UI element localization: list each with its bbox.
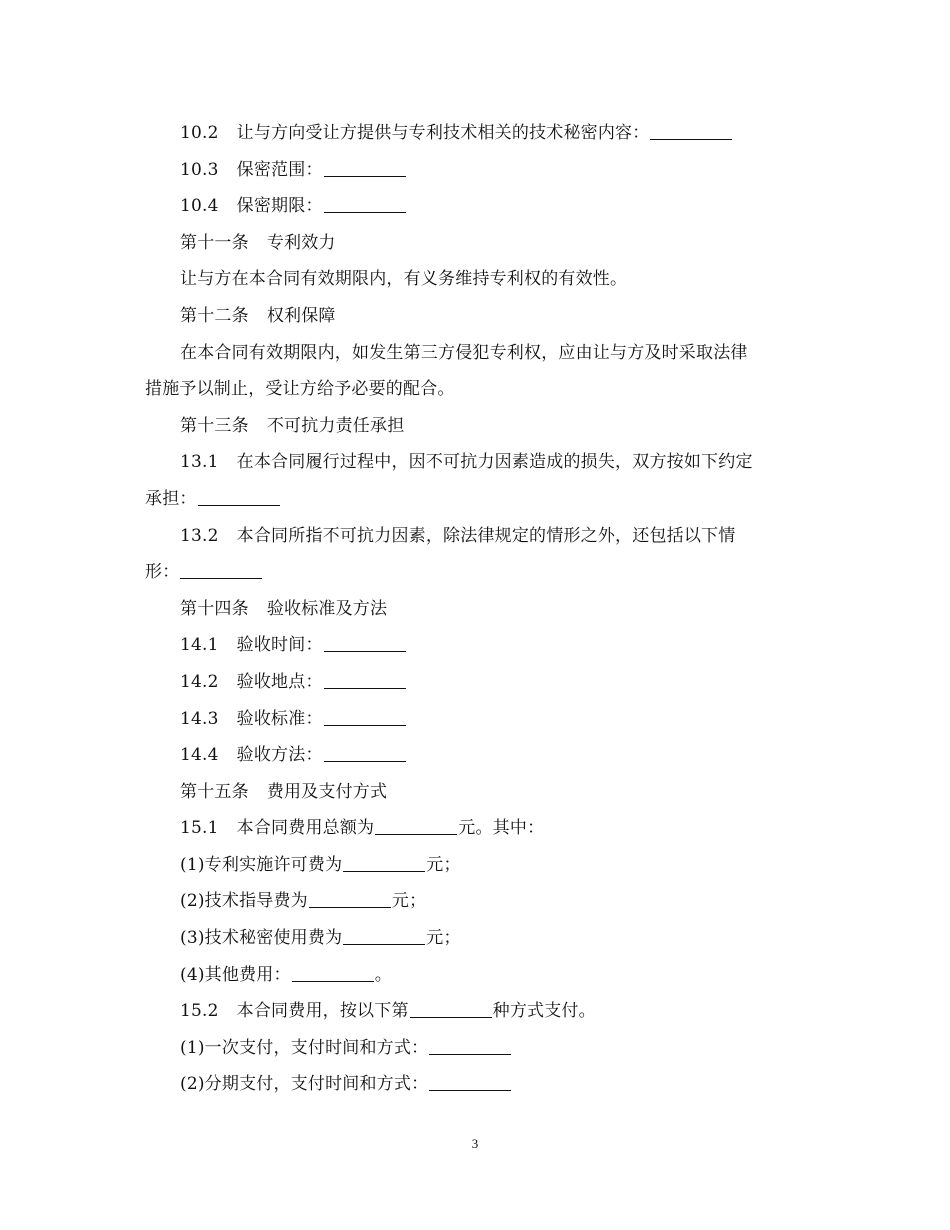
fill-in-blank[interactable]: [324, 634, 406, 652]
clause-text: 保密期限：: [236, 196, 323, 217]
fill-in-blank[interactable]: [324, 708, 406, 726]
clause-number: 第十三条: [180, 415, 249, 436]
clause-number: 第十五条: [180, 781, 249, 802]
clause-text: 本合同费用总额为: [236, 818, 375, 839]
clause-text: 费用及支付方式: [266, 781, 388, 802]
clause-number: 14.2: [180, 671, 219, 692]
clause-text: 在本合同履行过程中，因不可抗力因素造成的损失，双方按如下约定: [236, 452, 753, 473]
clause-number: 14.3: [180, 708, 219, 729]
document-line: [145, 261, 810, 298]
document-line: [145, 627, 810, 664]
fill-in-blank[interactable]: [650, 122, 732, 140]
clause-text: 本合同费用，按以下第: [236, 1001, 409, 1022]
document-line: [145, 737, 810, 774]
clause-text: 保密范围：: [236, 159, 323, 180]
clause-text: 验收标准及方法: [266, 598, 388, 619]
document-line: [145, 371, 810, 408]
page-number: 3: [471, 1136, 479, 1151]
fill-in-blank[interactable]: [324, 671, 406, 689]
clause-text: (2)技术指导费为: [180, 891, 308, 912]
clause-text-suffix: 种方式支付。: [492, 1001, 596, 1022]
clause-number: 10.2: [180, 123, 219, 143]
clause-number: 第十一条: [180, 232, 249, 253]
fill-in-blank[interactable]: [198, 488, 280, 506]
paragraph-text: 在本合同有效期限内，如发生第三方侵犯专利权，应由让与方及时采取法律: [180, 342, 748, 363]
document-line: [145, 591, 810, 628]
clause-text: (4)其他费用：: [180, 964, 291, 985]
clause-number: 15.1: [180, 818, 219, 839]
document-line: [145, 993, 810, 1030]
clause-text: 权利保障: [266, 305, 336, 326]
clause-text-suffix: 元；: [426, 854, 461, 875]
document-line: [145, 701, 810, 738]
clause-number: 13.2: [180, 525, 219, 546]
document-line: [145, 554, 810, 591]
clause-text: 验收地点：: [236, 671, 323, 692]
contract-body: [145, 115, 810, 1103]
document-line: [145, 1030, 810, 1067]
clause-text: 本合同所指不可抗力因素，除法律规定的情形之外，还包括以下情: [236, 525, 736, 546]
fill-in-blank[interactable]: [292, 964, 374, 982]
fill-in-blank[interactable]: [429, 1037, 511, 1055]
document-line: [145, 481, 810, 518]
document-line: [145, 408, 810, 445]
document-line: [145, 444, 810, 481]
fill-in-blank[interactable]: [343, 927, 425, 945]
clause-number: 14.1: [180, 635, 219, 656]
fill-in-blank[interactable]: [375, 817, 457, 835]
clause-text: (1)一次支付，支付时间和方式：: [180, 1037, 429, 1058]
clause-number: 10.3: [180, 159, 219, 180]
paragraph-continuation: 形：: [145, 562, 180, 583]
fill-in-blank[interactable]: [309, 890, 391, 908]
clause-number: 14.4: [180, 745, 219, 766]
clause-text-suffix: 元。其中：: [458, 818, 545, 839]
clause-text: 让与方向受让方提供与专利技术相关的技术秘密内容：: [236, 123, 650, 143]
paragraph-continuation: 措施予以制止，受让方给予必要的配合。: [145, 379, 455, 400]
paragraph-continuation: 承担：: [145, 488, 197, 509]
fill-in-blank[interactable]: [410, 1000, 492, 1018]
clause-text: 验收方法：: [236, 745, 323, 766]
clause-number: 第十四条: [180, 598, 249, 619]
clause-text: 验收标准：: [236, 708, 323, 729]
document-line: [145, 335, 810, 372]
document-line: [145, 664, 810, 701]
document-line: [145, 774, 810, 811]
document-line: [145, 518, 810, 555]
document-line: [145, 1066, 810, 1103]
document-line: [145, 883, 810, 920]
document-line: [145, 810, 810, 847]
clause-text: (3)技术秘密使用费为: [180, 928, 343, 949]
document-line: [145, 152, 810, 189]
fill-in-blank[interactable]: [343, 854, 425, 872]
clause-number: 10.4: [180, 196, 219, 217]
clause-text: 不可抗力责任承担: [266, 415, 405, 436]
clause-text-suffix: 元；: [426, 928, 461, 949]
clause-number: 第十二条: [180, 305, 249, 326]
clause-text: 专利效力: [266, 232, 336, 253]
fill-in-blank[interactable]: [324, 159, 406, 177]
document-line: [145, 298, 810, 335]
clause-text: (2)分期支付，支付时间和方式：: [180, 1074, 429, 1095]
fill-in-blank[interactable]: [324, 744, 406, 762]
clause-text-suffix: 元；: [391, 891, 427, 912]
document-line: [145, 957, 810, 994]
clause-number: 13.1: [180, 452, 219, 473]
fill-in-blank[interactable]: [180, 561, 262, 579]
document-line: [145, 188, 810, 225]
document-line: [145, 920, 810, 957]
document-line: [145, 225, 810, 262]
fill-in-blank[interactable]: [429, 1073, 511, 1091]
paragraph-text: 让与方在本合同有效期限内，有义务维持专利权的有效性。: [180, 269, 628, 290]
fill-in-blank[interactable]: [324, 195, 406, 213]
clause-text: (1)专利实施许可费为: [180, 854, 343, 875]
clause-text: 验收时间：: [236, 635, 323, 656]
document-line: [145, 115, 810, 152]
clause-number: 15.2: [180, 1001, 219, 1022]
document-line: [145, 847, 810, 884]
clause-text-suffix: 。: [374, 964, 392, 985]
